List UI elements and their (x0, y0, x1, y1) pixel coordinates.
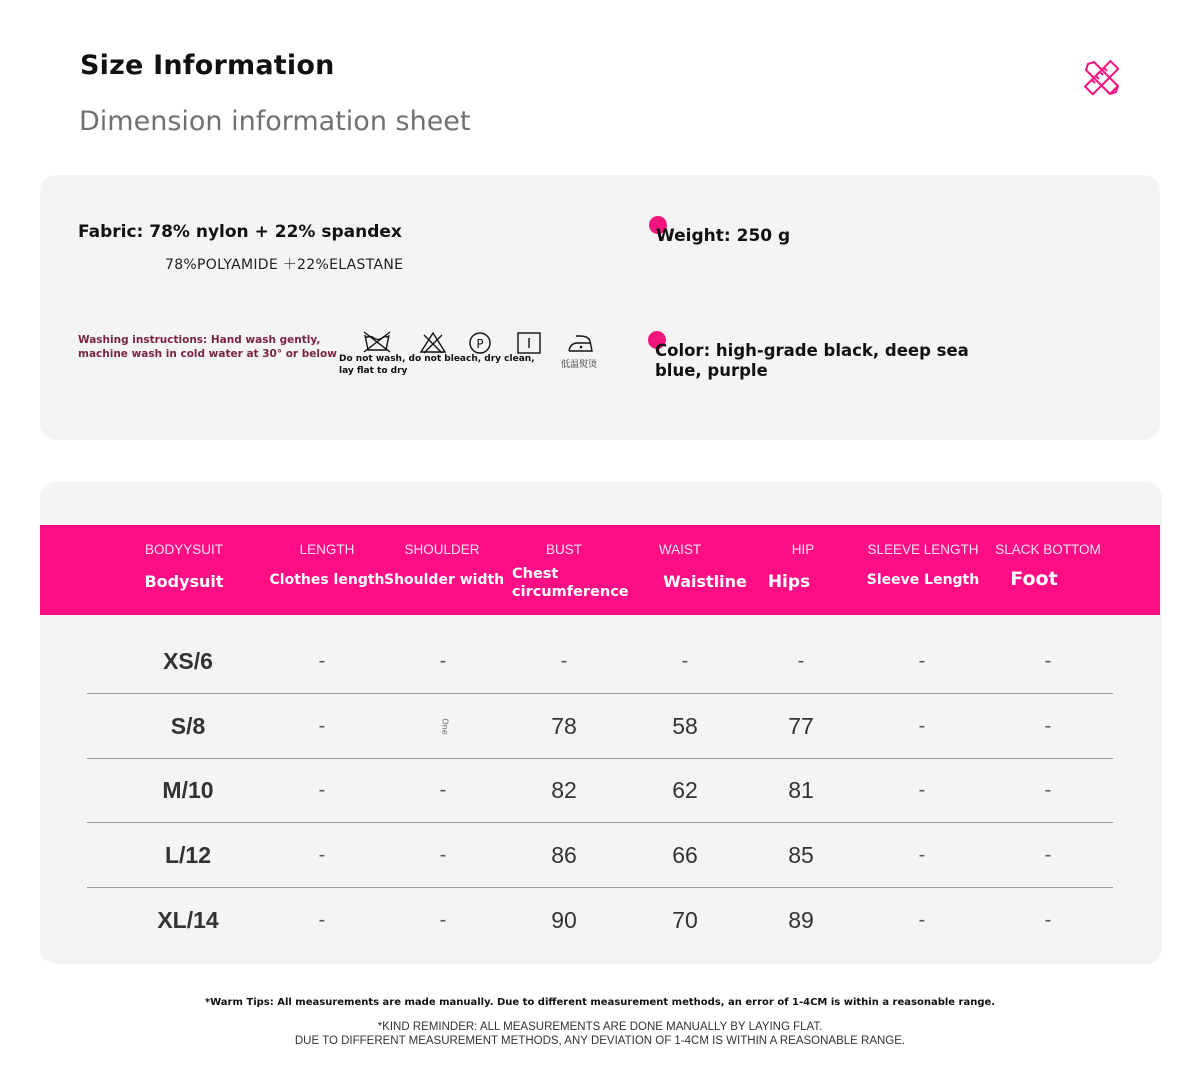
color-options-text: Color: high-grade black, deep sea blue, purple (655, 341, 969, 380)
table-row: S/8 - One 78 58 77 - - (87, 694, 1113, 759)
column-header-waist: WAIST Waistline (658, 542, 747, 591)
table-row: L/12 - - 86 66 85 - - (87, 823, 1113, 888)
dry-clean-icon (465, 331, 495, 355)
no-wash-icon (362, 330, 392, 354)
table-row: XS/6 - - - - - - - (87, 629, 1113, 694)
column-header-shoulder: SHOULDER Shoulder width (384, 542, 505, 588)
lay-flat-icon (514, 331, 544, 355)
column-header-hip: HIP Hips (767, 542, 815, 592)
column-header-foot: SLACK BOTTOM Foot (995, 542, 1101, 590)
low-iron-icon (566, 331, 596, 355)
column-header-bodysuit: BODYYSUIT Bodysuit (144, 542, 224, 591)
column-header-length: LENGTH Clothes length (269, 542, 385, 588)
svg-text:P: P (476, 337, 484, 351)
fabric-composition: Fabric: 78% nylon + 22% spandex (78, 222, 402, 242)
size-table-header (40, 525, 1160, 615)
page-subtitle: Dimension information sheet (79, 106, 471, 137)
page-title: Size Information (80, 50, 335, 81)
warm-tip-note: *Warm Tips: All measurements are made manually. Due to different measurement methods, an error of 1-4CM is within a reasonable range. (204, 997, 996, 1008)
column-header-bust: BUST Chest circumference (512, 542, 629, 600)
fabric-info-panel (40, 175, 1160, 440)
iron-caption: 低温熨烫 (561, 360, 598, 370)
washing-instructions: Washing instructions: Hand wash gently, machine wash in cold water at 30° or below (78, 334, 337, 360)
column-header-sleeve: SLEEVE LENGTH Sleeve Length (866, 542, 980, 588)
fabric-composition-en: 78%POLYAMIDE ＋22%ELASTANE (165, 257, 404, 273)
weight-text: Weight: 250 g (656, 226, 791, 246)
care-caption: Do not wash, do not bleach, dry clean, lay flat to dry (339, 354, 535, 376)
kind-reminder-note: *KIND REMINDER: ALL MEASUREMENTS ARE DONE MANUALLY BY LAYING FLAT. DUE TO DIFFERENT MEASUREMENT METHODS, ANY DEVIATION OF 1-4CM IS WITHIN A REASONABLE RANGE. (294, 1021, 906, 1047)
table-row: M/10 - - 82 62 81 - - (87, 758, 1113, 823)
table-row: XL/14 - - 90 70 89 - - (157, 907, 1052, 933)
ruler-pencil-icon (1082, 58, 1124, 98)
no-bleach-icon (418, 331, 448, 355)
